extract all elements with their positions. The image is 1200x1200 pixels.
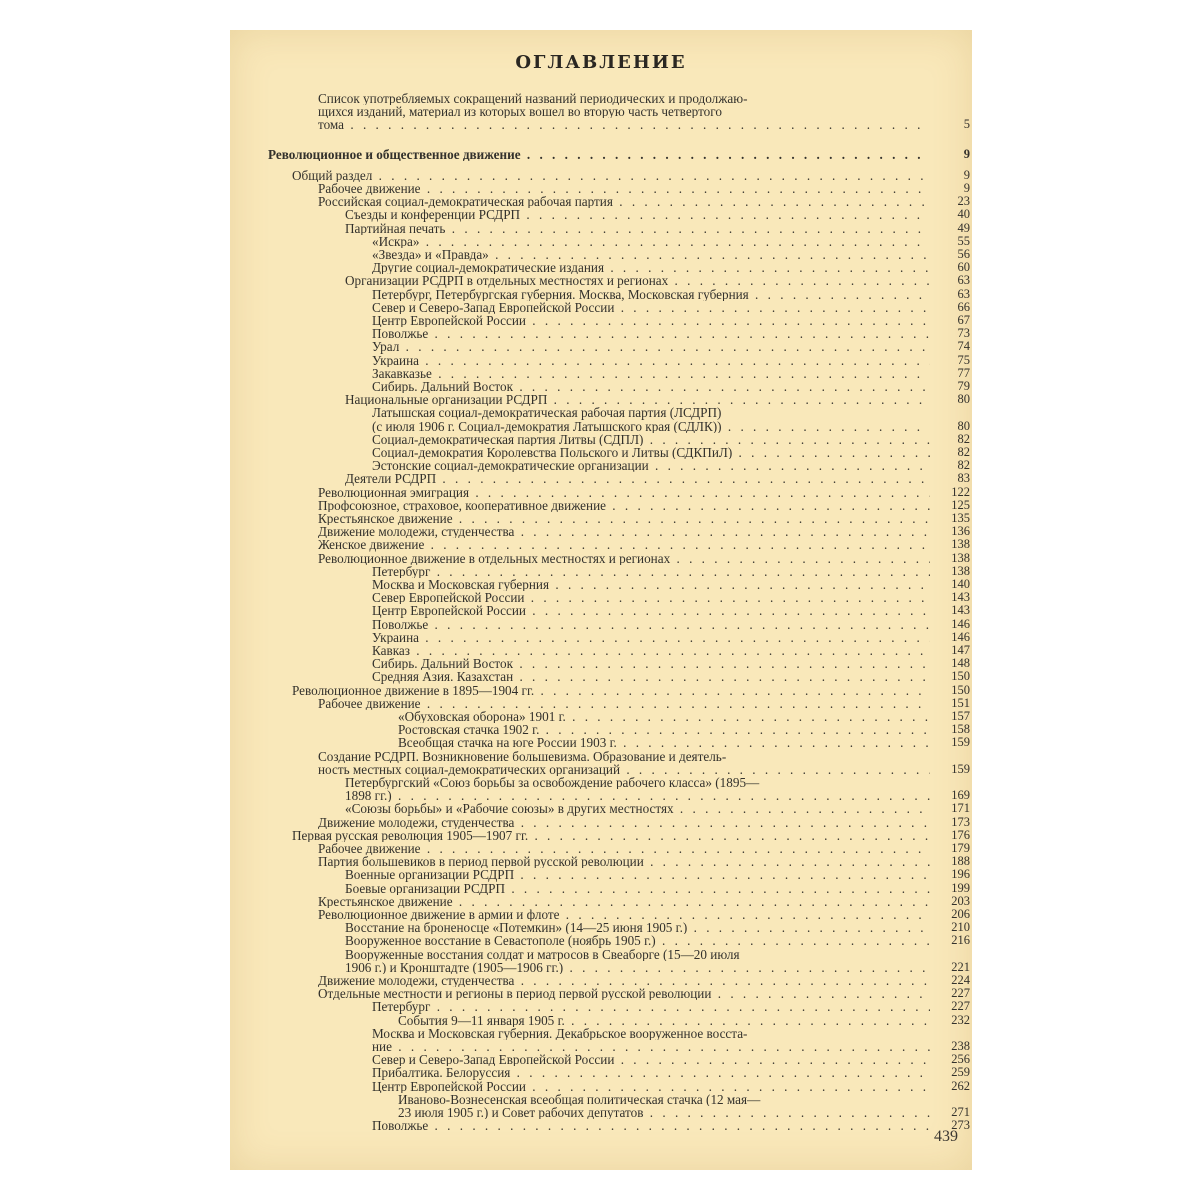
toc-page-number: 83 bbox=[957, 471, 970, 486]
toc-entry-text: Москва и Московская губерния. Декабрьское вооруженное восста- bbox=[372, 1026, 748, 1040]
toc-entry-text: Ростовская стачка 1902 г. . . . bbox=[398, 723, 930, 736]
toc-entry-text: «Союзы борьбы» и «Рабочие союзы» в других местностях . . . bbox=[345, 802, 930, 815]
toc-entry-line bbox=[318, 987, 930, 1000]
toc-entry-text: Петербургский «Союз борьбы за освобождение рабочего класса» (1895— bbox=[345, 776, 760, 790]
toc-entry bbox=[318, 510, 970, 526]
toc-entry bbox=[372, 642, 970, 658]
toc-entry-text: Рабочее движение . . . bbox=[318, 182, 930, 195]
toc-entry bbox=[318, 550, 970, 565]
toc-page-number: 216 bbox=[951, 933, 970, 948]
toc-page-number: 224 bbox=[951, 972, 970, 987]
toc-entry bbox=[345, 867, 970, 882]
toc-entry-text: Профсоюзное, страховое, кооперативное движение . . . bbox=[318, 499, 930, 512]
toc-entry-line bbox=[318, 908, 930, 921]
toc-entry-text: Петербург, Петербургская губерния. Москва, Московская губерния . . . bbox=[372, 288, 930, 301]
toc-entry-text: Сибирь. Дальний Восток . . . bbox=[372, 657, 930, 670]
toc-entry-text: Поволжье . . . bbox=[372, 1119, 930, 1132]
toc-entry bbox=[398, 1092, 970, 1120]
toc-page-number: 49 bbox=[957, 220, 970, 235]
toc-entry-line bbox=[318, 552, 930, 565]
toc-entry-line bbox=[372, 261, 930, 274]
toc-entry-line bbox=[345, 934, 930, 947]
toc-entry-line bbox=[372, 1040, 930, 1053]
toc-entry-line bbox=[372, 565, 930, 578]
toc-page-number: 140 bbox=[951, 576, 970, 591]
toc-entry bbox=[372, 326, 970, 341]
toc-entry-line bbox=[318, 750, 930, 763]
toc-entry-text: Национальные организации РСДРП . . . bbox=[345, 393, 930, 406]
toc-page-number: 206 bbox=[951, 906, 970, 921]
toc-entry-line bbox=[372, 578, 930, 591]
toc-page-number: 136 bbox=[951, 524, 970, 539]
toc-entry-line bbox=[372, 657, 930, 670]
toc-entry-line bbox=[372, 235, 930, 248]
toc-entry-line bbox=[372, 380, 930, 393]
toc-entry-text: «Звезда» и «Правда» . . . bbox=[372, 248, 930, 261]
toc-entry bbox=[345, 933, 970, 948]
toc-entry-line bbox=[345, 868, 930, 881]
toc-page-number: 138 bbox=[951, 563, 970, 578]
toc-page-number: 138 bbox=[951, 550, 970, 565]
toc-entry bbox=[318, 972, 970, 988]
toc-entry-line bbox=[318, 697, 930, 710]
toc-entry bbox=[292, 167, 970, 182]
toc-entry-line bbox=[372, 354, 930, 367]
toc-page-number: 188 bbox=[951, 854, 970, 869]
toc-entry-text: Урал . . . bbox=[372, 340, 930, 353]
toc-entry-line bbox=[372, 420, 930, 433]
toc-entry bbox=[398, 1012, 970, 1027]
toc-entry-line bbox=[345, 776, 930, 789]
toc-page-number: 171 bbox=[951, 801, 970, 816]
toc-entry-text: Движение молодежи, студенчества . . . bbox=[318, 816, 930, 829]
toc-page-number: 203 bbox=[951, 893, 970, 908]
toc-entry-line bbox=[345, 921, 930, 934]
toc-entry-line bbox=[318, 525, 930, 538]
toc-entry bbox=[345, 801, 970, 816]
toc-entry-line bbox=[318, 842, 930, 855]
toc-entry-line bbox=[318, 182, 930, 195]
toc-entry-text: Петербург . . . bbox=[372, 565, 930, 578]
toc-entry-text: Центр Европейской России . . . bbox=[372, 314, 930, 327]
toc-entry-line bbox=[372, 644, 930, 657]
toc-entry bbox=[372, 365, 970, 380]
toc-page-number: 66 bbox=[957, 299, 970, 314]
toc-page-number: 210 bbox=[951, 920, 970, 935]
toc-entry-text: щихся изданий, материал из которых вошел во вторую часть четвертого bbox=[318, 105, 722, 119]
toc-page-number: 80 bbox=[957, 392, 970, 407]
toc-entry-text: Первая русская революция 1905—1907 гг. . . . bbox=[292, 829, 930, 842]
toc-entry-line bbox=[398, 723, 930, 736]
toc-entry bbox=[372, 629, 970, 644]
toc-page-number: 67 bbox=[957, 312, 970, 327]
page-title: ОГЛАВЛЕНИЕ bbox=[515, 52, 687, 73]
toc-entry bbox=[318, 854, 970, 869]
toc-page-number: 125 bbox=[951, 497, 970, 512]
toc-entry-text: Создание РСДРП. Возникновение большевизма. Образование и деятель- bbox=[318, 749, 727, 763]
toc-entry-text: Центр Европейской России . . . bbox=[372, 604, 930, 617]
toc-entry-text: Украина . . . bbox=[372, 354, 930, 367]
toc-page-number: 232 bbox=[951, 1012, 970, 1027]
toc-entry-text: Движение молодежи, студенчества . . . bbox=[318, 525, 930, 538]
toc-entry bbox=[372, 286, 970, 301]
toc-entry bbox=[318, 180, 970, 196]
toc-entry bbox=[372, 339, 970, 354]
toc-entry-text: Женское движение . . . bbox=[318, 538, 930, 551]
toc-entry-text: (с июля 1906 г. Социал-демократия Латышского края (СДЛК)) . . . bbox=[372, 420, 930, 433]
toc-entry-line bbox=[345, 222, 930, 235]
toc-entry bbox=[398, 708, 970, 724]
toc-entry bbox=[372, 444, 970, 460]
toc-entry-line bbox=[372, 327, 930, 340]
toc-page-number: 82 bbox=[957, 431, 970, 446]
toc-entry-text: 23 июля 1905 г.) и Совет рабочих депутатов . . . bbox=[398, 1106, 930, 1119]
toc-page-number: 73 bbox=[957, 326, 970, 341]
toc-entry-line bbox=[345, 802, 930, 815]
toc-entry-text: ние . . . bbox=[372, 1040, 930, 1053]
toc-entry-text: Вооруженные восстания солдат и матросов в Свеаборге (15—20 июля bbox=[345, 947, 740, 961]
toc-entry-line bbox=[398, 710, 930, 723]
toc-page-number: 146 bbox=[951, 616, 970, 631]
toc-entry-line bbox=[318, 895, 930, 908]
toc-entry bbox=[372, 1065, 970, 1080]
toc-entry-line bbox=[318, 855, 930, 868]
toc-entry-text: Средняя Азия. Казахстан . . . bbox=[372, 670, 930, 683]
toc-entry bbox=[345, 273, 970, 288]
toc-entry bbox=[345, 880, 970, 895]
toc-entry-line bbox=[345, 274, 930, 287]
toc-entry bbox=[345, 776, 970, 803]
toc-entry-line bbox=[292, 829, 930, 842]
toc-page-number: 176 bbox=[951, 827, 970, 842]
toc-entry bbox=[372, 406, 970, 433]
toc-entry-line bbox=[372, 1053, 930, 1066]
toc-page-number: 256 bbox=[951, 1052, 970, 1067]
toc-page-number: 9 bbox=[963, 146, 970, 161]
toc-page-number: 150 bbox=[951, 669, 970, 684]
toc-page-number: 199 bbox=[951, 880, 970, 895]
toc-entry-text: «Обуховская оборона» 1901 г. . . . bbox=[398, 710, 930, 723]
toc-entry bbox=[292, 682, 970, 697]
toc-entry-text: Съезды и конференции РСДРП . . . bbox=[345, 208, 930, 221]
toc-entry-line bbox=[398, 1093, 930, 1106]
toc-entry-text: Москва и Московская губерния . . . bbox=[372, 578, 930, 591]
toc-page-number: 273 bbox=[951, 1118, 970, 1133]
toc-page-number: 159 bbox=[951, 735, 970, 750]
toc-entry-text: Прибалтика. Белоруссия . . . bbox=[372, 1066, 930, 1079]
toc-entry bbox=[318, 986, 970, 1001]
toc-entry bbox=[372, 1118, 970, 1133]
toc-entry-text: Боевые организации РСДРП . . . bbox=[345, 882, 930, 895]
toc-entry-line bbox=[372, 340, 930, 353]
toc-entry-line bbox=[372, 631, 930, 644]
toc-entry-text: Восстание на броненосце «Потемкин» (14—25 июня 1905 г.) . . . bbox=[345, 921, 930, 934]
page-number: 439 bbox=[934, 1128, 958, 1145]
book-page bbox=[230, 30, 972, 1170]
toc-entry bbox=[318, 524, 970, 539]
toc-entry bbox=[372, 603, 970, 618]
toc-page-number: 259 bbox=[951, 1065, 970, 1080]
toc-entry bbox=[372, 458, 970, 473]
toc-entry bbox=[372, 590, 970, 605]
toc-page-number: 63 bbox=[957, 286, 970, 301]
toc-entry-text: Российская социал-демократическая рабочая партия . . . bbox=[318, 195, 930, 208]
toc-entry-line bbox=[372, 248, 930, 261]
toc-entry-line bbox=[372, 604, 930, 617]
toc-entry-line bbox=[372, 301, 930, 314]
toc-entry-text: Север и Северо-Запад Европейской России . . . bbox=[372, 1053, 930, 1066]
toc-page-number: 60 bbox=[957, 260, 970, 275]
toc-entry bbox=[318, 840, 970, 856]
toc-entry bbox=[372, 563, 970, 578]
toc-entry bbox=[345, 220, 970, 235]
toc-page-number: 82 bbox=[957, 444, 970, 459]
toc-entry-text: Революционное и общественное движение . . . bbox=[268, 148, 930, 161]
toc-entry-text: Поволжье . . . bbox=[372, 618, 930, 631]
toc-entry bbox=[398, 735, 970, 750]
toc-entry-text: Военные организации РСДРП . . . bbox=[345, 868, 930, 881]
toc-page-number: 146 bbox=[951, 629, 970, 644]
toc-entry bbox=[398, 722, 970, 737]
toc-entry-text: Деятели РСДРП . . . bbox=[345, 472, 930, 485]
toc-entry-text: «Искра» . . . bbox=[372, 235, 930, 248]
toc-entry-text: Закавказье . . . bbox=[372, 367, 930, 380]
toc-entry-text: Петербург . . . bbox=[372, 1000, 930, 1013]
toc-entry-text: Социал-демократическая партия Литвы (СДПЛ) . . . bbox=[372, 433, 930, 446]
toc-page-number: 138 bbox=[951, 537, 970, 552]
toc-entry bbox=[318, 497, 970, 512]
toc-entry-text: Север Европейской России . . . bbox=[372, 591, 930, 604]
toc-entry-line bbox=[345, 208, 930, 221]
toc-entry-text: Общий раздел . . . bbox=[292, 169, 930, 182]
toc-entry-line bbox=[372, 367, 930, 380]
toc-entry-text: Партия большевиков в период первой русской революции . . . bbox=[318, 855, 930, 868]
toc-entry-text: ность местных социал-демократических организаций . . . bbox=[318, 763, 930, 776]
toc-entry-text: Революционное движение в 1895—1904 гг. . . . bbox=[292, 684, 930, 697]
toc-entry-line bbox=[345, 393, 930, 406]
toc-entry-line bbox=[318, 195, 930, 208]
toc-entry-text: Социал-демократия Королевства Польского и Литвы (СДКПиЛ) . . . bbox=[372, 446, 930, 459]
toc-entry-text: 1898 гг.) . . . bbox=[345, 789, 930, 802]
toc-entry-text: Организации РСДРП в отдельных местностях и регионах . . . bbox=[345, 274, 930, 287]
toc-entry-line bbox=[372, 1066, 930, 1079]
toc-entry bbox=[318, 906, 970, 922]
toc-entry-text: Кавказ . . . bbox=[372, 644, 930, 657]
toc-entry bbox=[345, 947, 970, 974]
toc-entry bbox=[318, 695, 970, 710]
toc-entry-text: Список употребляемых сокращений названий периодических и продолжаю- bbox=[318, 92, 748, 106]
toc-entry bbox=[372, 1026, 970, 1054]
toc-entry-line bbox=[372, 459, 930, 472]
toc-entry-line bbox=[318, 92, 930, 105]
toc-page-number: 135 bbox=[951, 510, 970, 525]
toc-entry-line bbox=[318, 816, 930, 829]
toc-page-number: 151 bbox=[951, 695, 970, 710]
toc-page-number: 40 bbox=[957, 207, 970, 222]
toc-entry-text: Крестьянское движение . . . bbox=[318, 512, 930, 525]
toc-entry-line bbox=[268, 148, 930, 161]
toc-entry-text: Другие социал-демократические издания . . . bbox=[372, 261, 930, 274]
toc-page-number: 82 bbox=[957, 458, 970, 473]
toc-entry bbox=[318, 749, 970, 776]
toc-entry-line bbox=[318, 499, 930, 512]
toc-page-number: 23 bbox=[957, 194, 970, 209]
toc-page-number: 9 bbox=[963, 180, 970, 195]
toc-entry-line bbox=[292, 684, 930, 697]
toc-entry-text: Отдельные местности и регионы в период первой русской революции . . . bbox=[318, 987, 930, 1000]
toc-entry-line bbox=[318, 118, 930, 131]
toc-entry bbox=[292, 827, 970, 842]
toc-entry bbox=[372, 233, 970, 248]
toc-page-number: 143 bbox=[951, 590, 970, 605]
toc-entry bbox=[345, 207, 970, 222]
toc-entry bbox=[318, 537, 970, 552]
toc-entry-text: Иваново-Вознесенская всеобщая политическая стачка (12 мая— bbox=[398, 1092, 761, 1106]
toc-entry bbox=[345, 392, 970, 407]
toc-entry-line bbox=[372, 1027, 930, 1040]
toc-entry bbox=[345, 920, 970, 935]
toc-page-number: 169 bbox=[951, 788, 970, 803]
toc-entry-line bbox=[372, 1119, 930, 1132]
toc-page-number: 271 bbox=[951, 1104, 970, 1119]
toc-entry bbox=[372, 246, 970, 262]
toc-entry bbox=[372, 431, 970, 446]
toc-entry-text: Всеобщая стачка на юге России 1903 г. . . . bbox=[398, 736, 930, 749]
toc-entry bbox=[372, 378, 970, 394]
toc-entry-line bbox=[292, 169, 930, 182]
toc-page-number: 63 bbox=[957, 273, 970, 288]
toc-page-number: 158 bbox=[951, 722, 970, 737]
toc-entry-text: Сибирь. Дальний Восток . . . bbox=[372, 380, 930, 393]
toc-entry-line bbox=[372, 288, 930, 301]
toc-entry-text: События 9—11 января 1905 г. . . . bbox=[398, 1014, 930, 1027]
toc-entry-line bbox=[372, 670, 930, 683]
toc-entry-line bbox=[372, 1000, 930, 1013]
toc-entry bbox=[318, 484, 970, 499]
toc-page-number: 9 bbox=[963, 167, 970, 182]
toc-page-number: 74 bbox=[957, 339, 970, 354]
toc-entry bbox=[372, 576, 970, 592]
toc-page-number: 173 bbox=[951, 814, 970, 829]
toc-entry-line bbox=[318, 974, 930, 987]
toc-page-number: 262 bbox=[951, 1078, 970, 1093]
toc-entry-line bbox=[398, 1106, 930, 1119]
toc-page-number: 143 bbox=[951, 603, 970, 618]
toc-entry-line bbox=[318, 763, 930, 776]
toc-entry-text: тома . . . bbox=[318, 118, 930, 131]
toc-entry bbox=[372, 656, 970, 671]
toc-page-number: 159 bbox=[951, 761, 970, 776]
toc-entry bbox=[372, 1078, 970, 1093]
toc-page-number: 179 bbox=[951, 840, 970, 855]
toc-entry bbox=[372, 299, 970, 314]
toc-entry-text: Латышская социал-демократическая рабочая партия (ЛСДРП) bbox=[372, 406, 722, 420]
toc-entry-line bbox=[372, 314, 930, 327]
toc-entry-text: Движение молодежи, студенчества . . . bbox=[318, 974, 930, 987]
toc-entry-text: Центр Европейской России . . . bbox=[372, 1080, 930, 1093]
toc-entry-line bbox=[345, 472, 930, 485]
toc-entry-text: 1906 г.) и Кронштадте (1905—1906 гг.) . . . bbox=[345, 961, 930, 974]
toc-entry-line bbox=[345, 948, 930, 961]
toc-page-number: 5 bbox=[963, 117, 970, 132]
toc-page-number: 150 bbox=[951, 682, 970, 697]
toc-entry-text: Рабочее движение . . . bbox=[318, 697, 930, 710]
toc-page-number: 55 bbox=[957, 233, 970, 248]
toc-entry bbox=[318, 814, 970, 829]
toc-entry-line bbox=[398, 736, 930, 749]
toc-entry bbox=[372, 616, 970, 631]
toc-entry-text: Эстонские социал-демократические организации . . . bbox=[372, 459, 930, 472]
toc-entry-text: Украина . . . bbox=[372, 631, 930, 644]
toc-page-number: 77 bbox=[957, 365, 970, 380]
toc-entry-text: Вооруженное восстание в Севастополе (ноябрь 1905 г.) . . . bbox=[345, 934, 930, 947]
toc-page-number: 79 bbox=[957, 378, 970, 393]
toc-entry bbox=[318, 194, 970, 209]
toc-entry bbox=[372, 352, 970, 367]
toc-entry-line bbox=[318, 538, 930, 551]
toc-page-number: 157 bbox=[951, 708, 970, 723]
toc-entry-line bbox=[318, 105, 930, 118]
toc-entry-text: Рабочее движение . . . bbox=[318, 842, 930, 855]
toc-entry bbox=[372, 999, 970, 1014]
toc-page-number: 196 bbox=[951, 867, 970, 882]
toc-entry-text: Революционное движение в армии и флоте . . . bbox=[318, 908, 930, 921]
toc-entry-line bbox=[318, 486, 930, 499]
toc-entry bbox=[318, 893, 970, 908]
toc-page-number: 56 bbox=[957, 246, 970, 261]
toc-entry-text: Крестьянское движение . . . bbox=[318, 895, 930, 908]
toc-page-number: 75 bbox=[957, 352, 970, 367]
toc-entry-line bbox=[345, 882, 930, 895]
toc-page-number: 147 bbox=[951, 642, 970, 657]
toc-entry-text: Революционное движение в отдельных местностях и регионах . . . bbox=[318, 552, 930, 565]
toc-entry-line bbox=[372, 1080, 930, 1093]
toc-entry bbox=[372, 260, 970, 275]
toc-entry bbox=[318, 92, 970, 132]
toc-entry bbox=[372, 1052, 970, 1067]
toc-entry-text: Революционная эмиграция . . . bbox=[318, 486, 930, 499]
toc-entry-line bbox=[345, 961, 930, 974]
toc-entry-line bbox=[372, 406, 930, 419]
toc-page-number: 227 bbox=[951, 999, 970, 1014]
toc-entry-line bbox=[372, 618, 930, 631]
toc-page-number: 148 bbox=[951, 656, 970, 671]
toc-page-number: 221 bbox=[951, 959, 970, 974]
toc-entry bbox=[372, 669, 970, 684]
toc-entry-line bbox=[398, 1014, 930, 1027]
toc-page-number: 122 bbox=[951, 484, 970, 499]
toc-page-number: 238 bbox=[951, 1038, 970, 1053]
toc-entry-text: Север и Северо-Запад Европейской России . . . bbox=[372, 301, 930, 314]
toc-entry bbox=[268, 146, 970, 161]
toc-entry-line bbox=[372, 591, 930, 604]
toc-entry-line bbox=[372, 433, 930, 446]
toc-entry-line bbox=[372, 446, 930, 459]
toc-entry bbox=[345, 471, 970, 486]
toc-entry-text: Поволжье . . . bbox=[372, 327, 930, 340]
toc-entry-line bbox=[318, 512, 930, 525]
toc-entry-line bbox=[345, 789, 930, 802]
toc-entry bbox=[372, 312, 970, 328]
toc-page-number: 80 bbox=[957, 418, 970, 433]
toc-page-number: 227 bbox=[951, 986, 970, 1001]
toc-entry-text: Партийная печать . . . bbox=[345, 222, 930, 235]
